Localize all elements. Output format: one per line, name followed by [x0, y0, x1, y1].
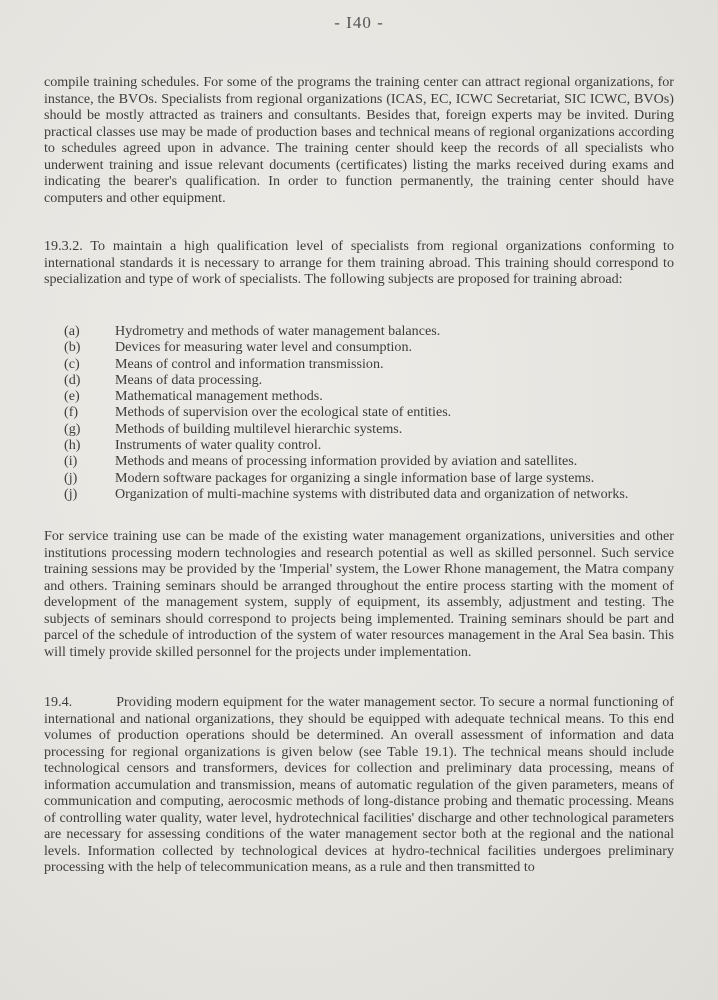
list-item: [64, 437, 676, 453]
section-body: Providing modern equipment for the water management sector. To secure a normal functioning of international and national organizations, they should be equipped with adequate technical means. To this end volumes of production operations should be determined. An overall assessment of information and data processing for regional organizations is given below (see Table 19.1). The technical means should include technological censors and transformers, devices for collection and preliminary data processing, means of information accumulation and transmission, means of automatic regulation of the given parameters, means of communication and computing, aerocosmic methods of long-distance probing and thematic processing. Means of controlling water quality, water level, hydrotechnical facilities' discharge and other technological parameters are necessary for assessing conditions of the water management sector both at the regional and the national levels. Information collected by technological devices at hydro-technical facilities undergoes preliminary processing with the help of telecommunication means, as a rule and then transmitted to: [44, 694, 674, 875]
list-item-text: Means of control and information transmission.: [115, 355, 384, 372]
list-item-text: Devices for measuring water level and consumption.: [115, 339, 413, 356]
list-item: [64, 356, 676, 372]
list-item-text: Organization of multi-machine systems with distributed data and organization of networks.: [115, 485, 629, 502]
list-item: [64, 404, 676, 420]
training-subjects-list: [64, 323, 676, 502]
list-item: [64, 486, 676, 502]
list-marker: (e): [64, 388, 80, 405]
paragraph-training-center: [44, 74, 674, 206]
list-marker: (d): [64, 371, 81, 388]
list-item-text: Hydrometry and methods of water management balances.: [115, 323, 441, 339]
list-marker: (a): [64, 323, 80, 339]
list-item-text: Modern software packages for organizing a single information base of large systems.: [115, 469, 595, 486]
section-number: 19.4.: [44, 694, 73, 710]
list-marker: (j): [64, 469, 78, 486]
paragraph-training-abroad: [44, 238, 674, 288]
list-item-text: Methods of supervision over the ecological state of entities.: [115, 404, 452, 421]
list-item-text: Mathematical management methods.: [115, 388, 323, 405]
list-item: [64, 421, 676, 437]
list-marker: (f): [64, 404, 79, 421]
list-item: [64, 372, 676, 388]
list-item-text: Methods and means of processing information provided by aviation and satellites.: [115, 453, 578, 470]
list-marker: (g): [64, 420, 81, 437]
list-marker: (j): [64, 485, 78, 502]
paragraph-modern-equipment: [44, 694, 674, 876]
list-marker: (b): [64, 339, 81, 356]
list-item-text: Instruments of water quality control.: [115, 437, 322, 454]
list-item-text: Means of data processing.: [115, 371, 263, 388]
list-item: [64, 339, 676, 355]
list-item: [64, 453, 676, 469]
paragraph-service-training: [44, 528, 674, 660]
paragraph-text: For service training use can be made of the existing water management organizations, universities and other institutions processing modern technologies and research potential as well as skilled personnel. Such service training sessions may be provided by the 'Imperial' system, the Lower Rhone management, the Matra company and others. Training seminars should be arranged throughout the entire process starting with the moment of development of the management system, supply of equipment, its assembly, adjustment and testing. The subjects of seminars should correspond to projects being implemented. Training seminars should be part and parcel of the schedule of introduction of the system of water resources management in the Aral Sea basin. This will timely provide skilled personnel for the projects under implementation.: [44, 528, 674, 660]
list-marker: (c): [64, 355, 80, 372]
paragraph-text: [44, 694, 674, 876]
paragraph-text: compile training schedules. For some of the programs the training center can attract regional organizations, for instance, the BVOs. Specialists from regional organizations (ICAS, EC, ICWC Secretariat, SIC ICWC, BVOs) should be mostly attracted as trainers and consultants. Besides that, foreign experts may be invited. During practical classes use may be made of production bases and technical means of regional organizations according to schedules agreed upon in advance. The training center should keep the records of all specialists who underwent training and issue relevant documents (certificates) listing the marks received during exams and indicating the bearer's qualification. In order to function permanently, the training center should have computers and other equipment.: [44, 74, 674, 206]
list-marker: (i): [64, 453, 78, 470]
list-item: [64, 470, 676, 486]
list-marker: (h): [64, 437, 81, 454]
paragraph-text: 19.3.2. To maintain a high qualification level of specialists from regional organizations conforming to international standards it is necessary to arrange for them training abroad. This training should correspond to specialization and type of work of specialists. The following subjects are proposed for training abroad:: [44, 238, 674, 287]
page-number: - I40 -: [334, 13, 384, 32]
list-item-text: Methods of building multilevel hierarchic systems.: [115, 420, 403, 437]
list-item: [64, 323, 676, 339]
list-item: [64, 388, 676, 404]
